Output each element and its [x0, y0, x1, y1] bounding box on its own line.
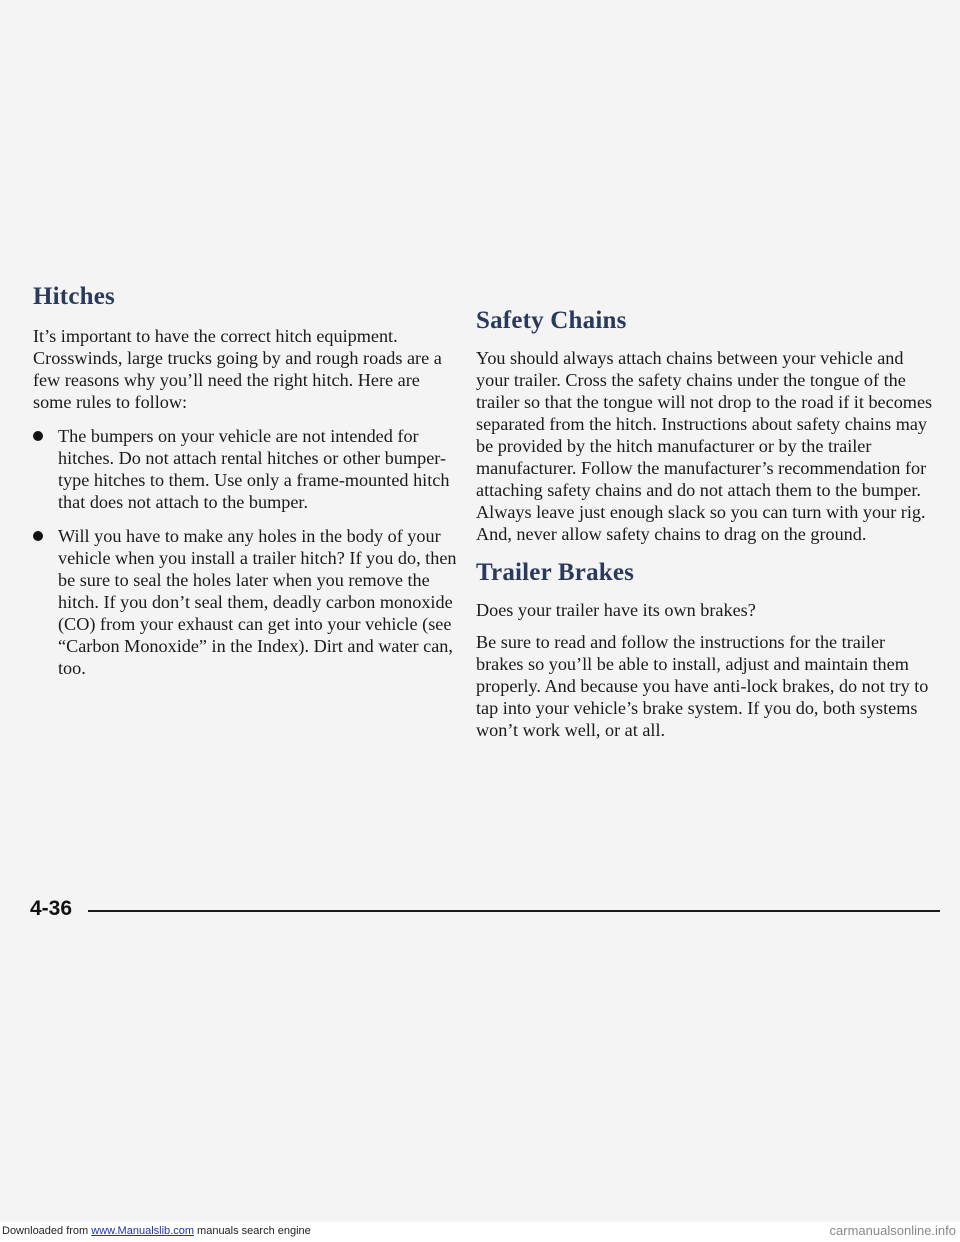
- hitches-heading: Hitches: [33, 283, 115, 310]
- page-footer: [30, 897, 940, 921]
- footer-rule: [88, 910, 940, 912]
- hitches-rules-list: [33, 425, 458, 679]
- safety-chains-body: You should always attach chains between your vehicle and your trailer. Cross the safety chains under the tongue of the trailer so that the tongue will not drop to the road if it becomes separated from the hitch. Instructions about safety chains may be provided by the hitch manufacturer or by the trailer manufacturer. Follow the manufacturer’s recommendation for attaching safety chains and do not attach them to the bumper. Always leave just enough slack so you can turn with your rig. And, never allow safety chains to drag on the ground.: [476, 348, 933, 544]
- trailer-brakes-question: Does your trailer have its own brakes?: [476, 600, 756, 620]
- safety-chains-heading: Safety Chains: [476, 307, 627, 334]
- manualslib-link[interactable]: www.Manualslib.com: [91, 1225, 194, 1237]
- watermark-text: carmanualsonline.info: [829, 1223, 956, 1238]
- list-item-text: The bumpers on your vehicle are not intended for hitches. Do not attach rental hitches or other bumper-type hitches to them. Use only a frame-mounted hitch that does not attach to the bumper.: [58, 426, 450, 512]
- bullet-icon: [33, 431, 43, 441]
- bullet-icon: [33, 531, 43, 541]
- banner-text: [2, 1225, 311, 1237]
- list-item: [33, 425, 458, 513]
- download-banner: [0, 1222, 960, 1242]
- banner-suffix: manuals search engine: [193, 1225, 311, 1237]
- trailer-brakes-heading: Trailer Brakes: [476, 559, 635, 586]
- right-column: [476, 307, 936, 751]
- page-number: 4-36: [30, 897, 73, 920]
- list-item-text: Will you have to make any holes in the body of your vehicle when you install a trailer hitch? If you do, then be sure to seal the holes later when you remove the hitch. If you don’t seal them, deadly carbon monoxide (CO) from your exhaust can get into your vehicle (see “Carbon Monoxide” in the Index). Dirt and water can, too.: [58, 526, 457, 678]
- banner-prefix: Downloaded from: [2, 1225, 92, 1237]
- hitches-intro: It’s important to have the correct hitch equipment. Crosswinds, large trucks going by and rough roads are a few reasons why you’ll need the right hitch. Here are some rules to follow:: [33, 326, 442, 412]
- trailer-brakes-body: Be sure to read and follow the instructions for the trailer brakes so you’ll be able to install, adjust and maintain them properly. And because you have anti-lock brakes, do not try to tap into your vehicle’s brake system. If you do, both systems won’t work well, or at all.: [476, 632, 929, 740]
- list-item: [33, 525, 458, 679]
- hitches-section: [33, 283, 458, 689]
